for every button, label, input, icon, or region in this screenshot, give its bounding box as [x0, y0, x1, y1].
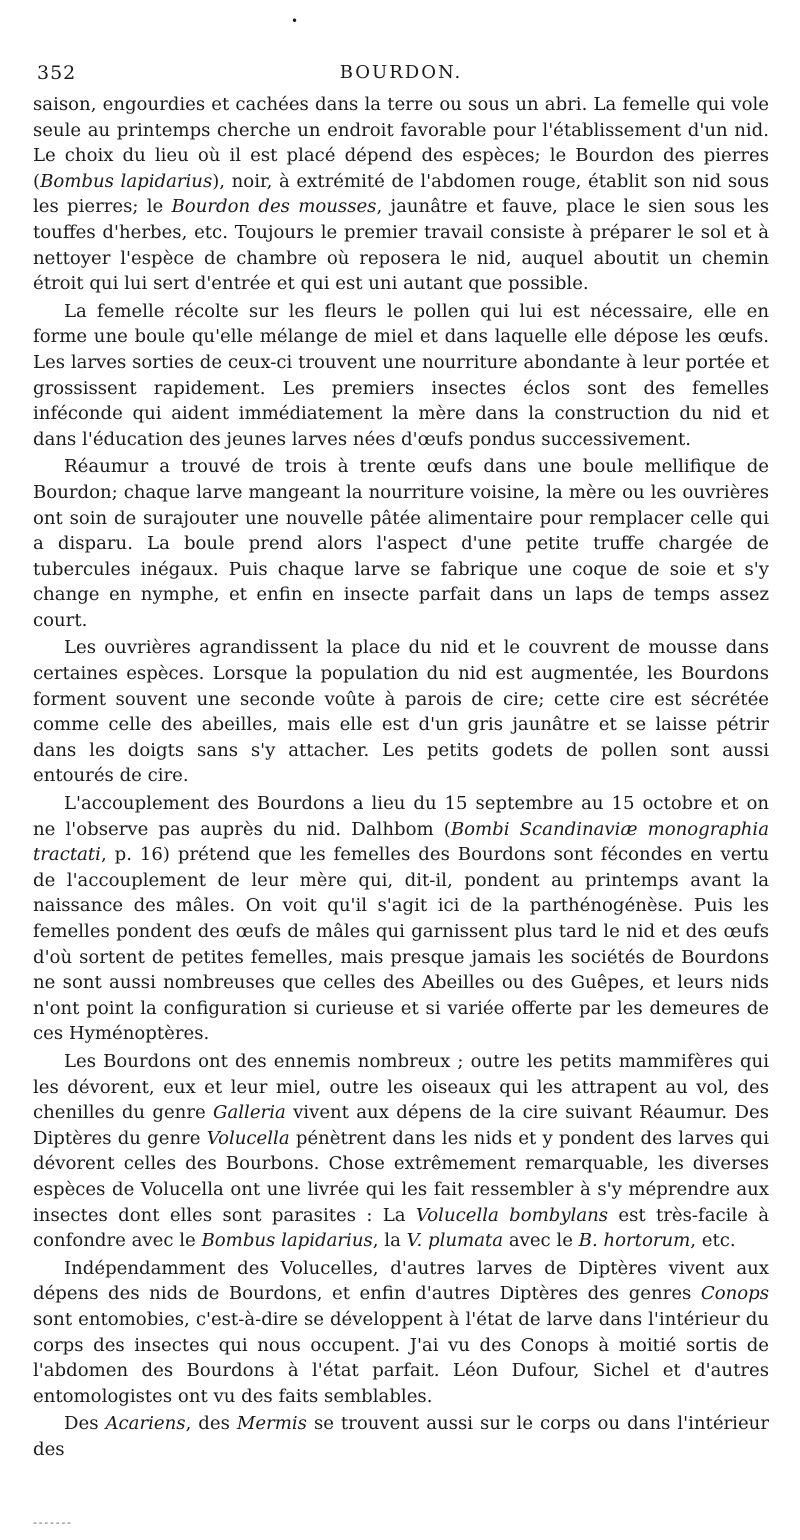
- paragraph: [33, 92, 769, 297]
- text-run: Réaumur a trouvé de trois à trente œufs dans une boule mellifique de Bourdon; chaque larve mangeant la nourriture voisine, la mère ou les ouvrières ont soin de surajouter une nouvelle pâtée alimentaire pour remplacer celle qui a disparu. La boule prend alors l'aspect d'une petite truffe chargée de tubercules inégaux. Puis chaque larve se fabrique une coque de soie et s'y change en nymphe, et enfin en insecte parfait dans un laps de temps assez court.: [33, 456, 769, 631]
- text-run: ), noir, à extrémité de l'abdomen rouge, établit son nid sous les pierres; le: [33, 170, 769, 218]
- text-run: , jaunâtre et fauve, place le sien sous les touffes d'herbes, etc. Toujours le premier travail consiste à préparer le sol et à nettoyer l'espèce de chambre où reposera le nid, auquel aboutit un chemin étroit qui lui sert d'entrée et qui est uni autant que possible.: [33, 196, 769, 295]
- paragraph: [33, 1256, 769, 1410]
- paragraph: [33, 635, 769, 789]
- text-run: Des: [64, 1413, 106, 1435]
- page: [33, 0, 769, 1462]
- text-run: avec le: [503, 1230, 579, 1252]
- italic-text: Bombus lapidarius: [201, 1230, 373, 1252]
- running-title: BOURDON.: [339, 62, 463, 83]
- italic-text: Conops: [700, 1283, 769, 1305]
- text-run: vivent aux dépens de la cire suivant Réaumur. Des Diptères du genre: [33, 1102, 769, 1149]
- italic-text: Bombi Scandinaviæ monographia tractati: [33, 818, 769, 866]
- text-run: est très-facile à confondre avec le: [33, 1204, 769, 1252]
- paragraph: [33, 1049, 769, 1254]
- text-run: se trouvent aussi sur le corps ou dans l'intérieur des: [33, 1413, 769, 1460]
- paragraph: [33, 1411, 769, 1462]
- text-run: saison, engourdies et cachées dans la terre ou sous un abri. La femelle qui vole seule au printemps cherche un endroit favorable pour l'établissement d'un nid. Le choix du lieu où il est placé dépend des espèces; le Bourdon des pierres (: [33, 94, 769, 192]
- text-run: Les ouvrières agrandissent la place du nid et le couvrent de mousse dans certaines espèces. Lorsque la population du nid est augmentée, les Bourdons forment souvent une seconde voûte à parois de cire; cette cire est sécrétée comme celle des abeilles, mais elle est d'un gris jaunâtre et se laisse pétrir dans les doigts sans s'y attacher. Les petits godets de pollen sont aussi entourés de cire.: [33, 637, 769, 787]
- text-run: Indépendamment des Volucelles, d'autres larves de Diptères vivent aux dépens des nids de Bourdons, et enfin d'autres Diptères des genres: [33, 1257, 769, 1305]
- italic-text: B. hortorum: [578, 1230, 691, 1252]
- top-mark: •: [291, 14, 299, 28]
- italic-text: Bourdon des mousses: [171, 196, 377, 218]
- paragraph: [33, 454, 769, 633]
- page-number: 352: [37, 62, 77, 84]
- text-run: L'accouplement des Bourdons a lieu du 15 septembre au 15 octobre et on ne l'observe pas auprès du nid. Dalhbom (: [33, 793, 769, 840]
- paragraph: [33, 299, 769, 453]
- text-run: La femelle récolte sur les fleurs le pollen qui lui est nécessaire, elle en forme une boule qu'elle mélange de miel et dans laquelle elle dépose les œufs. Les larves sorties de ceux-ci trouvent une nourriture abondante à leur portée et grossissent rapidement. Les premiers insectes éclos sont des femelles inféconde qui aident immédiatement la mère dans la construction du nid et dans l'éducation des jeunes larves nées d'œufs pondus successivement.: [33, 300, 769, 450]
- italic-text: Volucella bombylans: [415, 1204, 609, 1226]
- italic-text: Galleria: [213, 1102, 286, 1124]
- italic-text: Volucella: [206, 1127, 290, 1149]
- text-run: , des: [185, 1413, 237, 1435]
- text-run: sont entomobies, c'est-à-dire se développent à l'état de larve dans l'intérieur du corps des insectes qui nous occupent. J'ai vu des Conops à moitié sortis de l'abdomen des Bourdons à l'état parfait. Léon Dufour, Sichel et d'autres entomologistes ont vu des faits semblables.: [33, 1308, 769, 1407]
- body-text: [33, 92, 769, 1462]
- text-run: , la: [372, 1230, 407, 1252]
- text-run: , etc.: [690, 1230, 736, 1252]
- italic-text: V. plumata: [406, 1230, 504, 1252]
- italic-text: Bombus lapidarius: [40, 170, 213, 192]
- italic-text: Acariens: [105, 1413, 186, 1435]
- italic-text: Mermis: [236, 1413, 307, 1435]
- text-run: pénètrent dans les nids et y pondent des larves qui dévorent celles des Bourbons. Chose extrêmement remarquable, les diverses espèces de Volucella ont une livrée qui les fait ressembler à s'y méprendre aux insectes dont elles sont parasites : La: [33, 1127, 769, 1226]
- footer-mark: -------: [33, 1516, 74, 1529]
- text-run: , p. 16) prétend que les femelles des Bourdons sont fécondes en vertu de l'accouplement de leur mère qui, dit-il, pondent au printemps avant la naissance des mâles. On voit qu'il s'agit ici de la parthénogénèse. Puis les femelles pondent des œufs de mâles qui garnissent plus tard le nid et des œufs d'où sortent de petites femelles, mais presque jamais les sociétés de Bourdons ne sont aussi nombreuses que celles des Abeilles ou des Guêpes, et leurs nids n'ont point la configuration si curieuse et si variée offerte par les demeures de ces Hyménoptères.: [33, 844, 769, 1045]
- text-run: Les Bourdons ont des ennemis nombreux ; outre les petits mammifères qui les dévorent, eux et leur miel, outre les oiseaux qui les attrapent au vol, des chenilles du genre: [33, 1050, 769, 1124]
- paragraph: [33, 791, 769, 1047]
- page-header: [33, 0, 769, 92]
